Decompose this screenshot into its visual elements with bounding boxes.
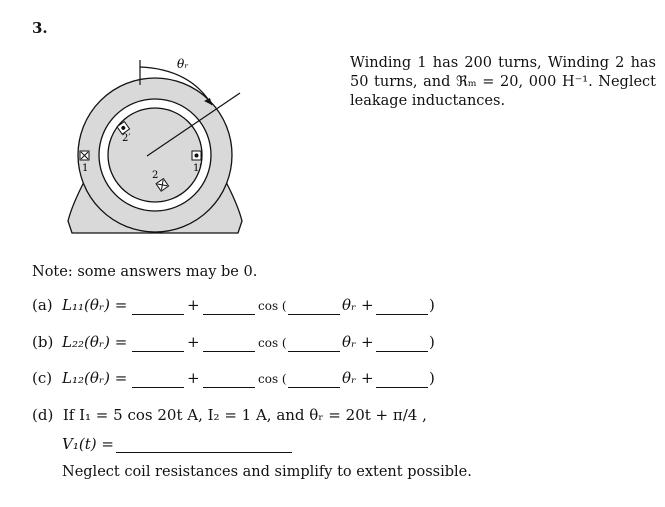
theta-label: θᵣ	[177, 57, 189, 71]
blank-multiplier[interactable]	[288, 314, 340, 315]
lhs-expression: L₁₁(θᵣ) =	[62, 296, 128, 314]
part-label: (b)	[32, 333, 54, 351]
machine-diagram	[60, 55, 250, 255]
plus-sign: +	[187, 296, 200, 314]
blank-amplitude[interactable]	[203, 314, 255, 315]
part-d-text: If I₁ = 5 cos 20t A, I₂ = 1 A, and θᵣ = 20t + π/4 ,	[62, 406, 427, 424]
blank-amplitude[interactable]	[203, 387, 255, 388]
blank-multiplier[interactable]	[288, 387, 340, 388]
note-text: Note: some answers may be 0.	[32, 264, 258, 280]
cos-text: cos (	[258, 299, 287, 313]
part-label: (a)	[32, 296, 53, 314]
blank-amplitude[interactable]	[203, 351, 255, 352]
coil-label-2: 2	[152, 170, 159, 181]
blank-phase[interactable]	[376, 314, 428, 315]
blank-phase[interactable]	[376, 351, 428, 352]
theta-plus: θᵣ +	[342, 369, 374, 387]
problem-description: Winding 1 has 200 turns, Winding 2 has 50 turns, and ℜₘ = 20, 000 H⁻¹. Neglect leakage inductances.	[350, 55, 656, 109]
rotor	[108, 108, 202, 202]
v1-label: V₁(t) =	[62, 435, 114, 453]
part-d-line	[32, 406, 427, 424]
lhs-expression: L₂₂(θᵣ) =	[62, 333, 128, 351]
v1-row	[62, 435, 114, 453]
blank-constant[interactable]	[132, 351, 184, 352]
blank-multiplier[interactable]	[288, 351, 340, 352]
blank-constant[interactable]	[132, 387, 184, 388]
theta-plus: θᵣ +	[342, 333, 374, 351]
lhs-expression: L₁₂(θᵣ) =	[62, 369, 128, 387]
winding-1-conductor	[80, 151, 89, 160]
coil-label-1prime: 1′	[193, 163, 202, 174]
theta-plus: θᵣ +	[342, 296, 374, 314]
blank-v1-answer[interactable]	[116, 452, 292, 453]
close-paren: )	[429, 369, 435, 387]
plus-sign: +	[187, 333, 200, 351]
coil-label-2prime: 2′	[122, 133, 131, 144]
neglect-instruction: Neglect coil resistances and simplify to extent possible.	[62, 464, 472, 480]
close-paren: )	[429, 296, 435, 314]
blank-phase[interactable]	[376, 387, 428, 388]
part-label: (c)	[32, 369, 53, 387]
winding-1prime-conductor	[192, 151, 201, 160]
close-paren: )	[429, 333, 435, 351]
cos-text: cos (	[258, 336, 287, 350]
blank-constant[interactable]	[132, 314, 184, 315]
plus-sign: +	[187, 369, 200, 387]
cos-text: cos (	[258, 372, 287, 386]
part-label: (d)	[32, 406, 54, 424]
question-number: 3.	[32, 19, 48, 37]
coil-label-1: 1	[82, 163, 89, 174]
